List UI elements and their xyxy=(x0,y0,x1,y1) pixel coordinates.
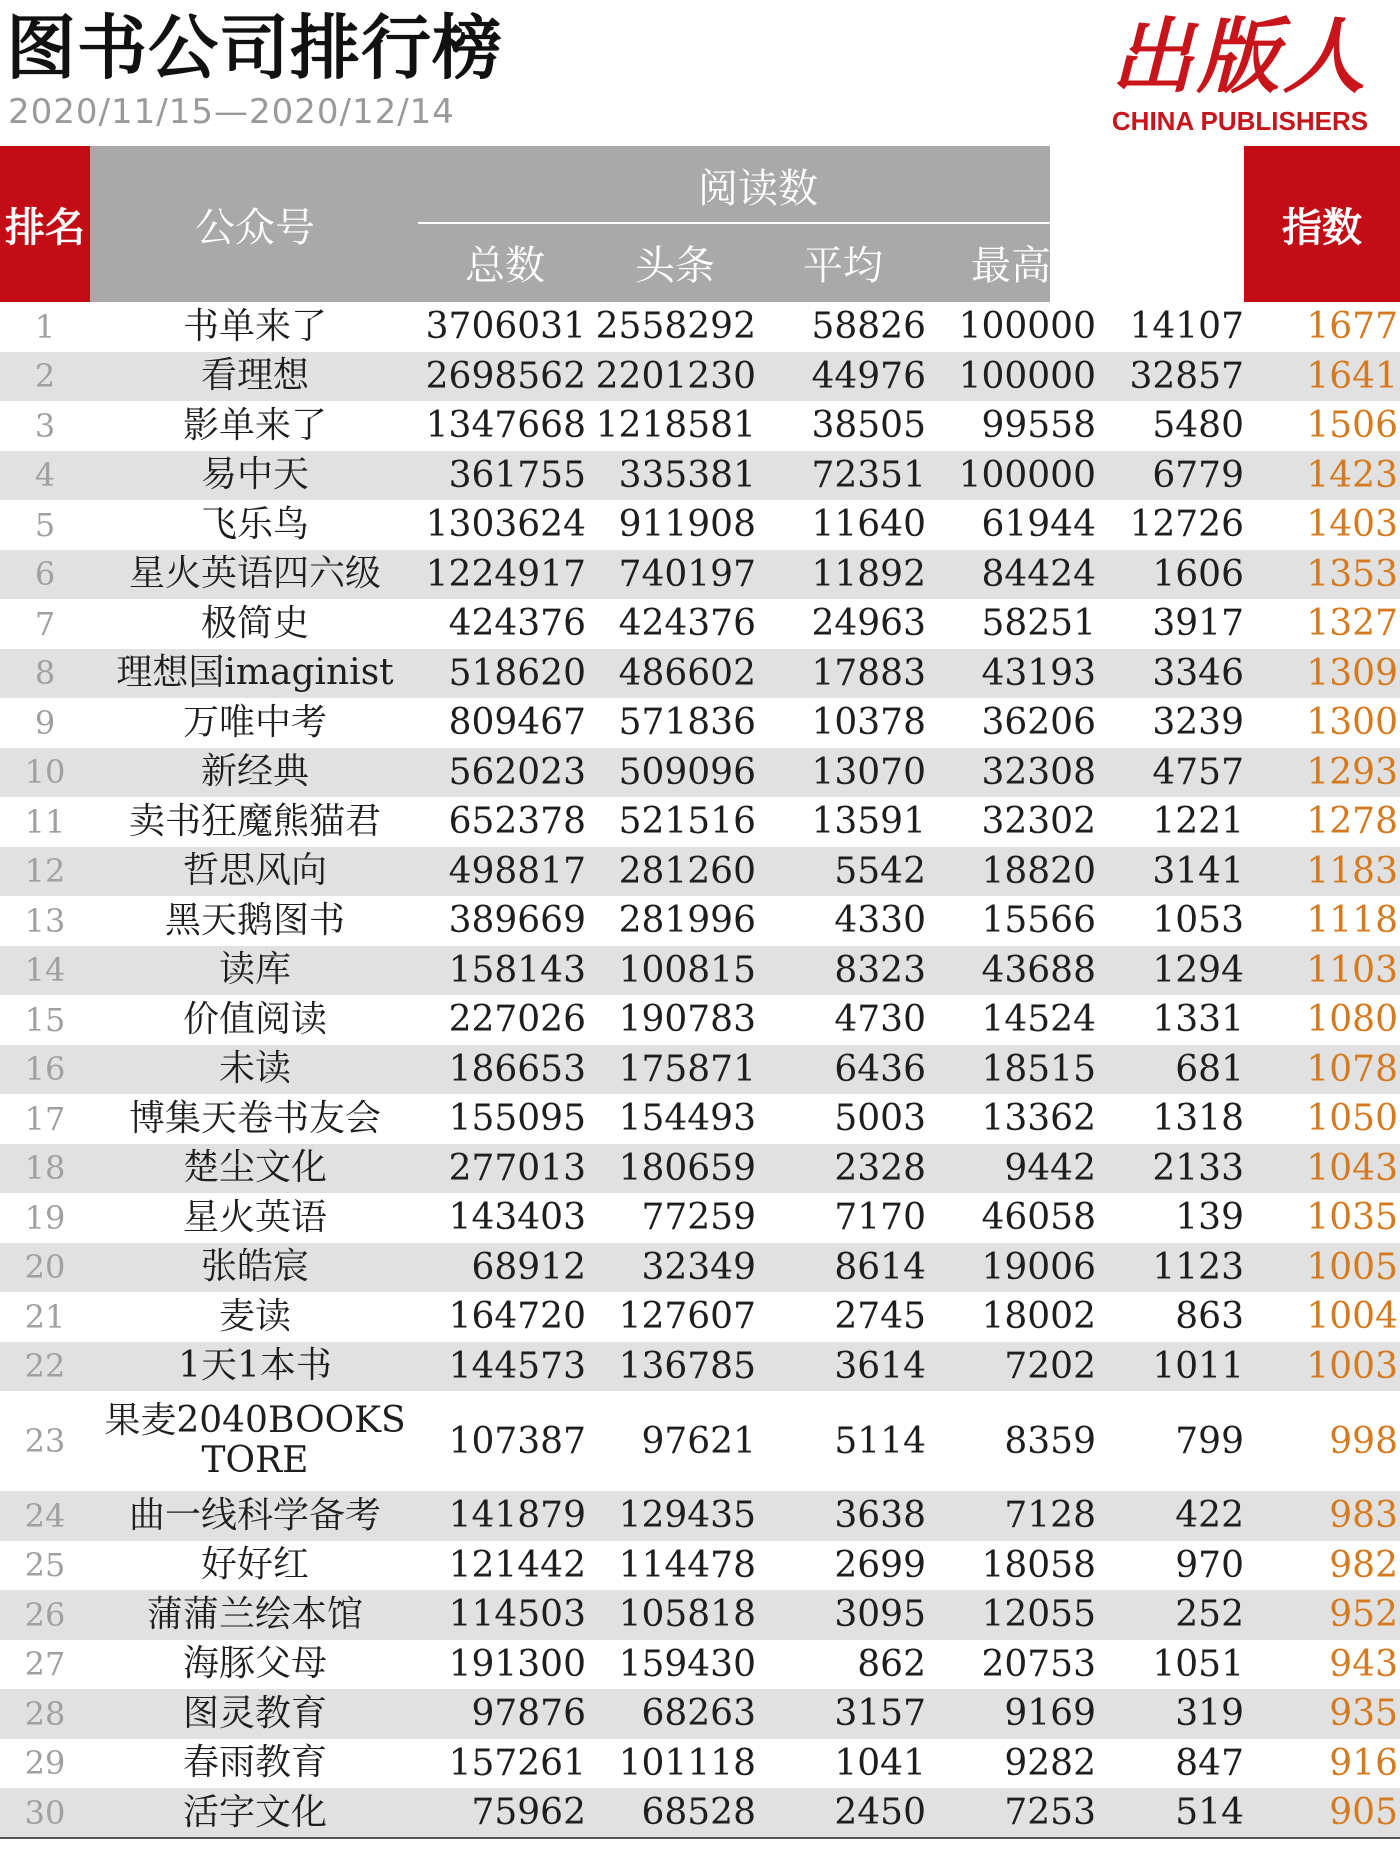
max-reads-cell: 8359 xyxy=(1004,1420,1096,1462)
table-row xyxy=(0,1788,1400,1838)
table-row xyxy=(0,1689,1400,1739)
account-name-cell: 春雨教育 xyxy=(182,1742,327,1784)
rank-cell: 27 xyxy=(24,1645,66,1684)
headline-reads-cell: 424376 xyxy=(618,603,756,645)
likes-cell: 4757 xyxy=(1152,751,1244,793)
table-row xyxy=(0,1541,1400,1591)
average-reads-cell: 11640 xyxy=(811,504,926,546)
account-name-cell: 活字文化 xyxy=(182,1791,327,1833)
average-reads-cell: 5003 xyxy=(834,1098,926,1140)
likes-cell: 1011 xyxy=(1152,1345,1244,1387)
likes-cell: 3239 xyxy=(1152,702,1244,744)
index-cell: 1043 xyxy=(1306,1147,1398,1189)
total-reads-cell: 75962 xyxy=(471,1792,586,1834)
headline-reads-cell: 1218581 xyxy=(595,405,756,447)
account-name-cell: 黑天鹅图书 xyxy=(164,899,345,941)
headline-reads-cell: 68528 xyxy=(641,1792,756,1834)
rank-cell: 14 xyxy=(24,951,66,990)
rank-cell: 20 xyxy=(24,1248,66,1287)
average-reads-cell: 4330 xyxy=(834,900,926,942)
index-cell: 1309 xyxy=(1306,652,1398,694)
headline-reads-cell: 2558292 xyxy=(595,306,756,348)
rank-cell: 3 xyxy=(34,406,56,445)
account-name-cell: 张皓宸 xyxy=(200,1246,309,1288)
rank-cell: 7 xyxy=(34,604,56,643)
average-reads-cell: 2450 xyxy=(834,1792,926,1834)
max-reads-cell: 19006 xyxy=(981,1246,1096,1288)
account-name-cell: 1天1本书 xyxy=(178,1345,332,1387)
header-reads-group: 阅读数 xyxy=(698,165,818,212)
date-range: 2020/11/15—2020/12/14 xyxy=(8,92,455,132)
likes-cell: 12726 xyxy=(1129,504,1244,546)
average-reads-cell: 5542 xyxy=(834,850,926,892)
rank-cell: 4 xyxy=(34,456,56,495)
table-row xyxy=(0,599,1400,649)
likes-cell: 863 xyxy=(1175,1296,1244,1338)
account-name-cell: 看理想 xyxy=(200,355,309,397)
total-reads-cell: 2698562 xyxy=(425,355,586,397)
total-reads-cell: 97876 xyxy=(471,1693,586,1735)
account-name-cell: 书单来了 xyxy=(182,305,327,347)
table-row xyxy=(0,1144,1400,1194)
rank-cell: 2 xyxy=(34,357,56,396)
max-reads-cell: 18002 xyxy=(981,1296,1096,1338)
max-reads-cell: 9169 xyxy=(1004,1693,1096,1735)
account-name-cell: 飞乐鸟 xyxy=(200,503,309,545)
max-reads-cell: 9442 xyxy=(1004,1147,1096,1189)
headline-reads-cell: 101118 xyxy=(618,1742,756,1784)
average-reads-cell: 2745 xyxy=(834,1296,926,1338)
total-reads-cell: 155095 xyxy=(448,1098,586,1140)
header-headline: 头条 xyxy=(635,242,715,289)
table-row xyxy=(0,401,1400,451)
header-likes: 点赞数 xyxy=(1110,204,1230,251)
headline-reads-cell: 114478 xyxy=(618,1544,756,1586)
average-reads-cell: 13591 xyxy=(811,801,926,843)
likes-cell: 3917 xyxy=(1152,603,1244,645)
max-reads-cell: 46058 xyxy=(981,1197,1096,1239)
likes-cell: 1294 xyxy=(1152,949,1244,991)
rank-cell: 13 xyxy=(24,901,66,940)
max-reads-cell: 100000 xyxy=(958,355,1096,397)
index-cell: 1078 xyxy=(1306,1048,1398,1090)
likes-cell: 5480 xyxy=(1152,405,1244,447)
table-row xyxy=(0,550,1400,600)
likes-cell: 1123 xyxy=(1152,1246,1244,1288)
table-row xyxy=(0,352,1400,402)
max-reads-cell: 14524 xyxy=(981,999,1096,1041)
max-reads-cell: 61944 xyxy=(981,504,1096,546)
total-reads-cell: 141879 xyxy=(448,1495,586,1537)
headline-reads-cell: 911908 xyxy=(618,504,756,546)
table-row xyxy=(0,1243,1400,1293)
average-reads-cell: 3638 xyxy=(834,1495,926,1537)
index-cell: 1677 xyxy=(1306,306,1398,348)
index-cell: 1641 xyxy=(1306,355,1398,397)
likes-cell: 319 xyxy=(1175,1693,1244,1735)
total-reads-cell: 361755 xyxy=(448,454,586,496)
likes-cell: 3346 xyxy=(1152,652,1244,694)
headline-reads-cell: 190783 xyxy=(618,999,756,1041)
index-cell: 1035 xyxy=(1306,1197,1398,1239)
likes-cell: 32857 xyxy=(1129,355,1244,397)
headline-reads-cell: 77259 xyxy=(641,1197,756,1239)
index-cell: 1403 xyxy=(1306,504,1398,546)
likes-cell: 6779 xyxy=(1152,454,1244,496)
average-reads-cell: 4730 xyxy=(834,999,926,1041)
header-index: 指数 xyxy=(1282,204,1362,251)
index-cell: 998 xyxy=(1329,1420,1398,1462)
likes-cell: 1221 xyxy=(1152,801,1244,843)
average-reads-cell: 10378 xyxy=(811,702,926,744)
headline-reads-cell: 486602 xyxy=(618,652,756,694)
index-cell: 1327 xyxy=(1306,603,1398,645)
headline-reads-cell: 32349 xyxy=(641,1246,756,1288)
max-reads-cell: 58251 xyxy=(981,603,1096,645)
likes-cell: 970 xyxy=(1175,1544,1244,1586)
table-row xyxy=(0,896,1400,946)
total-reads-cell: 107387 xyxy=(448,1420,586,1462)
header-account: 公众号 xyxy=(195,204,315,251)
total-reads-cell: 114503 xyxy=(448,1594,586,1636)
rank-cell: 5 xyxy=(34,505,56,544)
total-reads-cell: 518620 xyxy=(448,652,586,694)
total-reads-cell: 389669 xyxy=(448,900,586,942)
max-reads-cell: 7202 xyxy=(1004,1345,1096,1387)
account-name-cell: 价值阅读 xyxy=(182,998,327,1040)
account-name-cell: 果麦2040BOOKSTORE xyxy=(104,1400,406,1481)
max-reads-cell: 43688 xyxy=(981,949,1096,991)
index-cell: 1080 xyxy=(1306,999,1398,1041)
index-cell: 905 xyxy=(1329,1792,1398,1834)
rank-cell: 25 xyxy=(24,1546,66,1585)
total-reads-cell: 809467 xyxy=(448,702,586,744)
headline-reads-cell: 100815 xyxy=(618,949,756,991)
likes-cell: 1331 xyxy=(1152,999,1244,1041)
total-reads-cell: 68912 xyxy=(471,1246,586,1288)
table-row xyxy=(0,500,1400,550)
headline-reads-cell: 281260 xyxy=(618,850,756,892)
account-name-cell: 蒲蒲兰绘本馆 xyxy=(146,1593,363,1635)
header-max: 最高 xyxy=(971,242,1051,289)
table-row xyxy=(0,797,1400,847)
account-name-cell: 楚尘文化 xyxy=(182,1147,327,1189)
account-name-cell: 博集天卷书友会 xyxy=(128,1097,381,1139)
table-row xyxy=(0,1491,1400,1541)
headline-reads-cell: 175871 xyxy=(618,1048,756,1090)
max-reads-cell: 18820 xyxy=(981,850,1096,892)
max-reads-cell: 12055 xyxy=(981,1594,1096,1636)
index-cell: 1005 xyxy=(1306,1246,1398,1288)
max-reads-cell: 7253 xyxy=(1004,1792,1096,1834)
account-name-cell: 卖书狂魔熊猫君 xyxy=(128,800,381,842)
total-reads-cell: 143403 xyxy=(448,1197,586,1239)
table-bottom-border xyxy=(0,1837,1400,1839)
index-cell: 983 xyxy=(1329,1495,1398,1537)
index-cell: 1506 xyxy=(1306,405,1398,447)
rank-cell: 12 xyxy=(24,852,66,891)
header-average: 平均 xyxy=(803,242,883,289)
total-reads-cell: 1347668 xyxy=(425,405,586,447)
total-reads-cell: 3706031 xyxy=(425,306,586,348)
rank-cell: 8 xyxy=(34,654,56,693)
table-row xyxy=(0,748,1400,798)
header-total: 总数 xyxy=(465,242,545,289)
max-reads-cell: 100000 xyxy=(958,454,1096,496)
max-reads-cell: 15566 xyxy=(981,900,1096,942)
rank-cell: 18 xyxy=(24,1149,66,1188)
average-reads-cell: 2699 xyxy=(834,1544,926,1586)
rank-cell: 11 xyxy=(24,802,66,841)
headline-reads-cell: 97621 xyxy=(641,1420,756,1462)
account-name-cell: 读库 xyxy=(218,949,291,991)
publisher-logo xyxy=(1085,9,1395,136)
headline-reads-cell: 740197 xyxy=(618,553,756,595)
average-reads-cell: 72351 xyxy=(811,454,926,496)
table-row xyxy=(0,1640,1400,1690)
average-reads-cell: 8323 xyxy=(834,949,926,991)
account-name-cell: 未读 xyxy=(218,1048,291,1090)
rank-cell: 16 xyxy=(24,1050,66,1089)
likes-cell: 1051 xyxy=(1152,1643,1244,1685)
likes-cell: 422 xyxy=(1175,1495,1244,1537)
headline-reads-cell: 154493 xyxy=(618,1098,756,1140)
rank-cell: 17 xyxy=(24,1099,66,1138)
table-row xyxy=(0,1391,1400,1491)
account-name-cell: 易中天 xyxy=(200,454,309,496)
index-cell: 916 xyxy=(1329,1742,1398,1784)
index-cell: 943 xyxy=(1329,1643,1398,1685)
total-reads-cell: 652378 xyxy=(448,801,586,843)
index-cell: 1183 xyxy=(1306,850,1398,892)
average-reads-cell: 8614 xyxy=(834,1246,926,1288)
average-reads-cell: 3157 xyxy=(834,1693,926,1735)
header-divider-line xyxy=(418,222,1098,224)
average-reads-cell: 44976 xyxy=(811,355,926,397)
max-reads-cell: 13362 xyxy=(981,1098,1096,1140)
likes-cell: 3141 xyxy=(1152,850,1244,892)
rank-cell: 1 xyxy=(34,307,56,346)
max-reads-cell: 43193 xyxy=(981,652,1096,694)
average-reads-cell: 3095 xyxy=(834,1594,926,1636)
max-reads-cell: 9282 xyxy=(1004,1742,1096,1784)
table-row xyxy=(0,946,1400,996)
account-name-cell: 麦读 xyxy=(218,1295,291,1337)
headline-reads-cell: 335381 xyxy=(618,454,756,496)
headline-reads-cell: 136785 xyxy=(618,1345,756,1387)
table-row xyxy=(0,1342,1400,1392)
account-name-cell: 哲思风向 xyxy=(182,850,327,892)
headline-reads-cell: 129435 xyxy=(618,1495,756,1537)
table-row xyxy=(0,1045,1400,1095)
index-cell: 1353 xyxy=(1306,553,1398,595)
likes-cell: 252 xyxy=(1175,1594,1244,1636)
table-row xyxy=(0,649,1400,699)
headline-reads-cell: 521516 xyxy=(618,801,756,843)
table-row xyxy=(0,1292,1400,1342)
account-name-cell: 极简史 xyxy=(200,602,309,644)
rank-cell: 15 xyxy=(24,1000,66,1039)
total-reads-cell: 1224917 xyxy=(425,553,586,595)
likes-cell: 1318 xyxy=(1152,1098,1244,1140)
average-reads-cell: 862 xyxy=(857,1643,926,1685)
max-reads-cell: 7128 xyxy=(1004,1495,1096,1537)
rank-cell: 29 xyxy=(24,1744,66,1783)
max-reads-cell: 32308 xyxy=(981,751,1096,793)
account-name-cell: 图灵教育 xyxy=(182,1692,327,1734)
likes-cell: 139 xyxy=(1175,1197,1244,1239)
likes-cell: 799 xyxy=(1175,1420,1244,1462)
table-row xyxy=(0,995,1400,1045)
table-row xyxy=(0,1193,1400,1243)
table-row xyxy=(0,847,1400,897)
average-reads-cell: 17883 xyxy=(811,652,926,694)
account-name-cell: 好好红 xyxy=(200,1544,309,1586)
total-reads-cell: 227026 xyxy=(448,999,586,1041)
total-reads-cell: 121442 xyxy=(448,1544,586,1586)
table-row xyxy=(0,451,1400,501)
rank-cell: 19 xyxy=(24,1198,66,1237)
total-reads-cell: 562023 xyxy=(448,751,586,793)
rank-cell: 6 xyxy=(34,555,56,594)
max-reads-cell: 36206 xyxy=(981,702,1096,744)
headline-reads-cell: 2201230 xyxy=(595,355,756,397)
max-reads-cell: 32302 xyxy=(981,801,1096,843)
index-cell: 1103 xyxy=(1306,949,1398,991)
index-cell: 1118 xyxy=(1306,900,1398,942)
logo-chinese-text: 出版人 xyxy=(1111,9,1369,105)
table-row xyxy=(0,1739,1400,1789)
index-cell: 1293 xyxy=(1306,751,1398,793)
index-cell: 1003 xyxy=(1306,1345,1398,1387)
headline-reads-cell: 281996 xyxy=(618,900,756,942)
average-reads-cell: 11892 xyxy=(811,553,926,595)
index-cell: 1300 xyxy=(1306,702,1398,744)
rank-cell: 28 xyxy=(24,1694,66,1733)
logo-english-text: CHINA PUBLISHERS xyxy=(1111,106,1369,136)
index-cell: 1050 xyxy=(1306,1098,1398,1140)
likes-cell: 1606 xyxy=(1152,553,1244,595)
total-reads-cell: 158143 xyxy=(448,949,586,991)
average-reads-cell: 13070 xyxy=(811,751,926,793)
total-reads-cell: 164720 xyxy=(448,1296,586,1338)
table-row xyxy=(0,1094,1400,1144)
max-reads-cell: 100000 xyxy=(958,306,1096,348)
average-reads-cell: 2328 xyxy=(834,1147,926,1189)
likes-cell: 2133 xyxy=(1152,1147,1244,1189)
account-name-cell: 理想国imaginist xyxy=(116,652,394,694)
average-reads-cell: 7170 xyxy=(834,1197,926,1239)
table-row xyxy=(0,302,1400,352)
total-reads-cell: 157261 xyxy=(448,1742,586,1784)
index-cell: 1423 xyxy=(1306,454,1398,496)
max-reads-cell: 20753 xyxy=(981,1643,1096,1685)
average-reads-cell: 58826 xyxy=(811,306,926,348)
account-name-cell: 万唯中考 xyxy=(182,701,327,743)
rank-cell: 23 xyxy=(24,1422,66,1460)
headline-reads-cell: 571836 xyxy=(618,702,756,744)
total-reads-cell: 191300 xyxy=(448,1643,586,1685)
index-cell: 935 xyxy=(1329,1693,1398,1735)
total-reads-cell: 144573 xyxy=(448,1345,586,1387)
likes-cell: 14107 xyxy=(1129,306,1244,348)
index-cell: 982 xyxy=(1329,1544,1398,1586)
headline-reads-cell: 509096 xyxy=(618,751,756,793)
account-name-cell: 星火英语四六级 xyxy=(128,553,381,595)
account-name-cell: 影单来了 xyxy=(182,404,327,446)
average-reads-cell: 24963 xyxy=(811,603,926,645)
header-rank: 排名 xyxy=(5,204,85,251)
table-row xyxy=(0,698,1400,748)
headline-reads-cell: 127607 xyxy=(618,1296,756,1338)
headline-reads-cell: 159430 xyxy=(618,1643,756,1685)
headline-reads-cell: 68263 xyxy=(641,1693,756,1735)
likes-cell: 514 xyxy=(1175,1792,1244,1834)
average-reads-cell: 5114 xyxy=(834,1420,926,1462)
likes-cell: 847 xyxy=(1175,1742,1244,1784)
headline-reads-cell: 105818 xyxy=(618,1594,756,1636)
account-name-cell: 星火英语 xyxy=(182,1196,327,1238)
max-reads-cell: 99558 xyxy=(981,405,1096,447)
likes-cell: 1053 xyxy=(1152,900,1244,942)
rank-cell: 24 xyxy=(24,1496,66,1535)
average-reads-cell: 38505 xyxy=(811,405,926,447)
rank-cell: 9 xyxy=(34,703,56,742)
index-cell: 952 xyxy=(1329,1594,1398,1636)
table-row xyxy=(0,1590,1400,1640)
rank-cell: 30 xyxy=(24,1793,66,1832)
average-reads-cell: 6436 xyxy=(834,1048,926,1090)
total-reads-cell: 277013 xyxy=(448,1147,586,1189)
headline-reads-cell: 180659 xyxy=(618,1147,756,1189)
account-name-cell: 海豚父母 xyxy=(182,1643,327,1685)
average-reads-cell: 3614 xyxy=(834,1345,926,1387)
rank-cell: 26 xyxy=(24,1595,66,1634)
page-title: 图书公司排行榜 xyxy=(6,7,503,89)
total-reads-cell: 424376 xyxy=(448,603,586,645)
account-name-cell: 新经典 xyxy=(200,751,309,793)
average-reads-cell: 1041 xyxy=(834,1742,926,1784)
likes-cell: 681 xyxy=(1175,1048,1244,1090)
index-cell: 1278 xyxy=(1306,801,1398,843)
index-cell: 1004 xyxy=(1306,1296,1398,1338)
max-reads-cell: 84424 xyxy=(981,553,1096,595)
total-reads-cell: 498817 xyxy=(448,850,586,892)
max-reads-cell: 18058 xyxy=(981,1544,1096,1586)
total-reads-cell: 186653 xyxy=(448,1048,586,1090)
rank-cell: 21 xyxy=(24,1297,66,1336)
rank-cell: 22 xyxy=(24,1347,66,1386)
rank-cell: 10 xyxy=(24,753,66,792)
max-reads-cell: 18515 xyxy=(981,1048,1096,1090)
account-name-cell: 曲一线科学备考 xyxy=(128,1494,381,1536)
total-reads-cell: 1303624 xyxy=(425,504,586,546)
